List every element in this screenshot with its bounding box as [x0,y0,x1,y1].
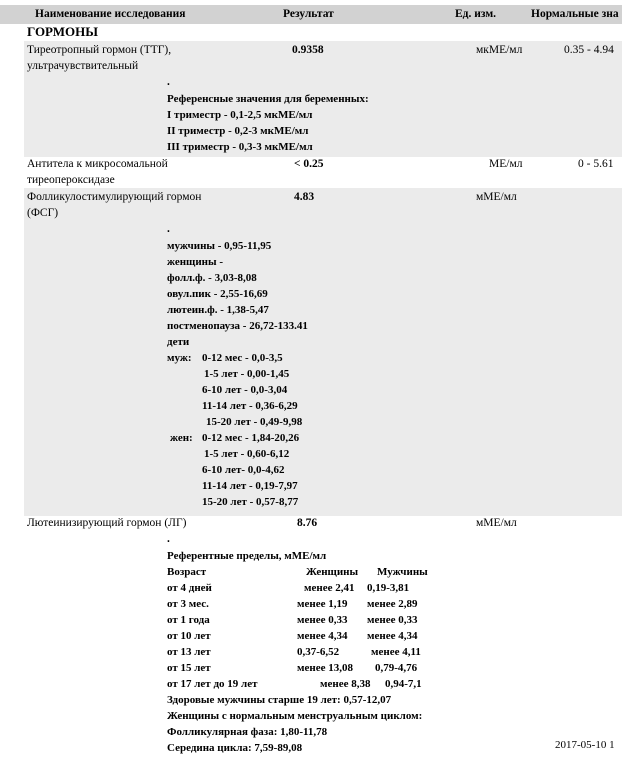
test-name-fsh: Фолликулостимулирующий гормон (ФСГ) [27,191,202,219]
lh-reference-title: Референтные пределы, мМЕ/мл [167,550,327,562]
lh-col-men: Мужчины [377,566,428,578]
table-header [0,5,622,24]
lh-table-ages: от 4 дней от 3 мес. от 1 года от 10 лет от 13 лет от 15 лет от 17 лет до 19 лет [167,582,258,690]
test-result-atpo: < 0.25 [294,158,324,170]
fsh-male-values: 0-12 мес - 0,0-3,5 1-5 лет - 0,00-1,45 6-10 лет - 0,0-3,04 11-14 лет - 0,36-6,29 15-20 лет - 0,49-9,98 [202,352,303,428]
ref-dot-tsh: . [167,76,170,88]
fsh-female-values: 0-12 мес - 1,84-20,26 1-5 лет - 0,60-6,12 6-10 лет- 0,0-4,62 11-14 лет - 0,19-7,97 15-20 лет - 0,57-8,77 [202,432,300,508]
test-units-fsh: мМЕ/мл [476,191,517,203]
test-result-lh: 8.76 [297,517,318,529]
test-units-tsh: мкМЕ/мл [476,44,523,56]
test-units-lh: мМЕ/мл [476,517,517,529]
header-units: Ед. изм. [455,8,497,20]
test-norm-tsh: 0.35 - 4.94 [564,44,614,56]
lh-col-women: Женщины [306,566,359,578]
lh-col-age: Возраст [167,566,207,578]
lh-table-women: менее 2,41 менее 1,19 менее 0,33 менее 4,34 0,37-6,52 менее 13,08 менее 8,38 [297,582,371,690]
test-result-fsh: 4.83 [294,191,315,203]
test-result-tsh: 0.9358 [292,44,324,56]
lh-extra-notes: Здоровые мужчины старше 19 лет: 0,57-12,07 Женщины с нормальным менструальным циклом: Фолликулярная фаза: 1,80-11,78 Середина цикла: 7,59-89,08 [167,694,423,754]
test-units-atpo: МЕ/мл [489,158,523,170]
section-title: ГОРМОНЫ [27,24,99,39]
test-norm-atpo: 0 - 5.61 [578,158,614,170]
header-name: Наименование исследования [35,8,186,20]
fsh-male-label: муж: [167,352,192,364]
footer-date: 2017-05-10 1 [555,739,615,751]
ref-dot-fsh: . [167,223,170,235]
header-norm: Нормальные зна [531,8,619,20]
row-band-fsh [24,188,622,516]
test-name-lh: Лютеинизирующий гормон (ЛГ) [27,517,187,529]
test-name-atpo: Антитела к микросомальной тиреопероксидазе [27,158,168,186]
fsh-reference-general: мужчины - 0,95-11,95 женщины - фолл.ф. - 3,03-8,08 овул.пик - 2,55-16,69 лютеин.ф. - 1,38-5,47 постменопауза - 26,72-133.41 дети [167,240,308,348]
lh-table-men: 0,19-3,81 менее 2,89 менее 0,33 менее 4,34 менее 4,11 0,79-4,76 0,94-7,1 [367,582,422,690]
tsh-reference: Референсные значения для беременных: I триместр - 0,1-2,5 мкМЕ/мл II триместр - 0,2-3 мкМЕ/мл III триместр - 0,3-3 мкМЕ/мл [167,93,369,153]
test-name-tsh: Тиреотропный гормон (ТТГ), ультрачувствительный [27,44,172,72]
fsh-female-label: жен: [170,432,193,444]
header-result: Результат [283,8,334,20]
ref-dot-lh: . [167,533,170,545]
